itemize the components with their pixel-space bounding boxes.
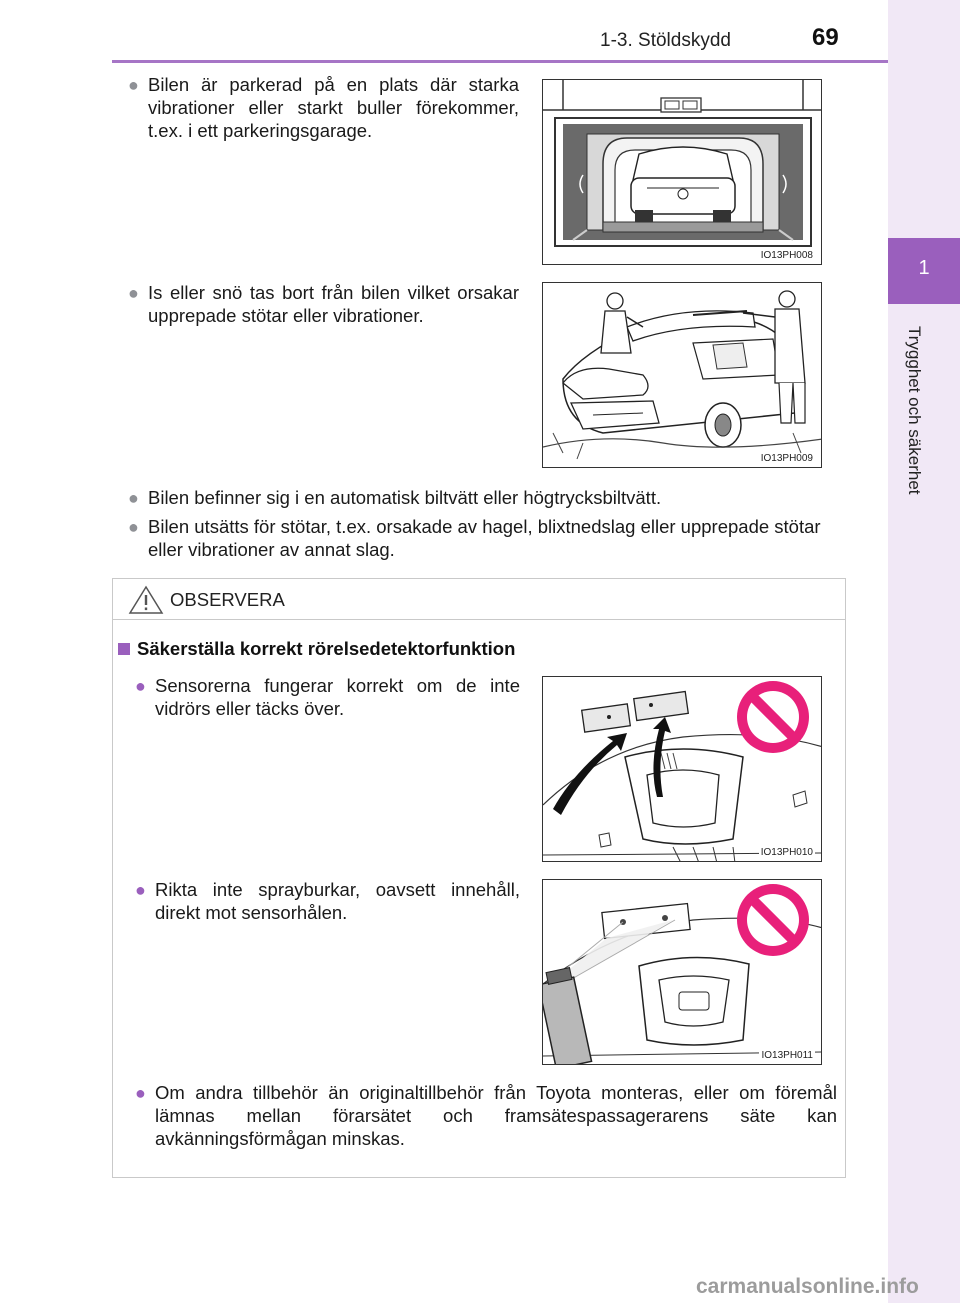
car-wash-illustration (543, 80, 822, 265)
snow-removal-illustration (543, 283, 822, 468)
bullet-item (128, 486, 848, 509)
bullet-text: Bilen befinner sig i en automatisk biltvätt eller högtrycksbiltvätt. (148, 487, 662, 508)
bullet-text: Is eller snö tas bort från bilen vilket orsakar upprepade stötar eller vibrationer. (148, 282, 519, 326)
figure-code: IO13PH010 (760, 847, 813, 858)
figure-spray-can (542, 879, 822, 1065)
bullet-icon: ● (135, 676, 146, 696)
sensor-cover-illustration (543, 677, 822, 862)
header-rule (112, 60, 888, 63)
caution-item-text: Om andra tillbehör än originaltillbehör från Toyota monteras, eller om föremål lämnas mellan förarsätet och framsätespassagerarens säte kan avkänningsförmågan minskas. (155, 1082, 837, 1149)
bullet-icon: ● (128, 283, 139, 303)
figure-code: IO13PH008 (760, 250, 813, 261)
caution-heading (118, 638, 515, 660)
watermark: carmanualsonline.info (696, 1275, 919, 1298)
heading-marker-icon (118, 643, 130, 655)
caution-item (135, 878, 520, 924)
figure-car-wash (542, 79, 822, 265)
figure-code: IO13PH011 (761, 1050, 813, 1061)
figure-snow-removal (542, 282, 822, 468)
chapter-title: Trygghet och säkerhet (905, 326, 924, 495)
bullet-item (128, 73, 519, 142)
bullet-item (128, 515, 848, 561)
caution-item (135, 1081, 837, 1150)
bullet-icon: ● (128, 75, 139, 95)
bullet-text: Bilen utsätts för stötar, t.ex. orsakade av hagel, blixtnedslag eller upprepade stötar eller vibrationer av annat slag. (148, 516, 821, 560)
page-number: 69 (812, 24, 839, 51)
chapter-sidebar (888, 0, 960, 1303)
bullet-icon: ● (128, 488, 139, 508)
section-title: 1-3. Stöldskydd (600, 30, 731, 51)
spray-can-illustration (543, 880, 822, 1065)
caution-item (135, 674, 520, 720)
caution-divider (112, 619, 846, 620)
bullet-icon: ● (135, 1083, 146, 1103)
figure-sensors (542, 676, 822, 862)
bullet-icon: ● (135, 880, 146, 900)
warning-triangle-icon (128, 585, 164, 615)
caution-item-text: Rikta inte sprayburkar, oavsett innehåll, direkt mot sensorhålen. (155, 879, 520, 923)
bullet-item (128, 281, 519, 327)
caution-title: OBSERVERA (170, 589, 285, 610)
bullet-text: Bilen är parkerad på en plats där starka vibrationer eller starkt buller förekommer, t.ex. i ett parkeringsgarage. (148, 74, 519, 141)
caution-heading-text: Säkerställa korrekt rörelsedetektorfunktion (137, 638, 516, 659)
caution-item-text: Sensorerna fungerar korrekt om de inte vidrörs eller täcks över. (155, 675, 520, 719)
bullet-icon: ● (128, 517, 139, 537)
figure-code: IO13PH009 (760, 453, 813, 464)
chapter-number: 1 (918, 257, 930, 279)
